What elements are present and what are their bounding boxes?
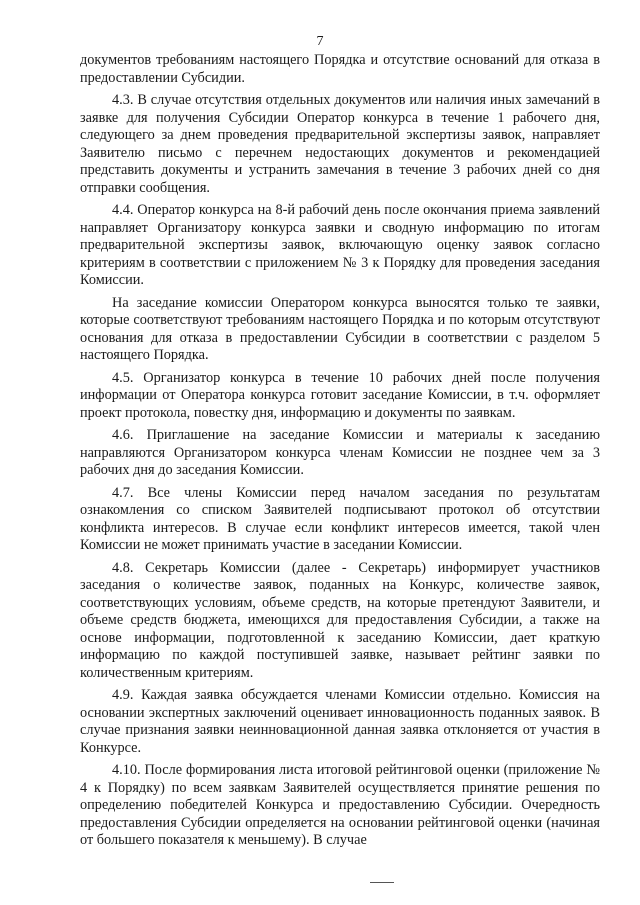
paragraph-4-8: 4.8. Секретарь Комиссии (далее - Секретарь) информирует участников заседания о количестве заявок, поданных на Конкурс, количестве заявок, соответствующих условиям, объеме средств, на которые претендуют Заявители, и объеме средств бюджета, имеющихся для предоставления Субсидии, а также на основе информации, подготовленной к заседанию Комиссии, дает краткую информацию по каждой поступившей заявке, называет рейтинг заявки по количественным критериям. xyxy=(80,559,600,681)
paragraph-continuation: документов требованиям настоящего Порядка и отсутствие оснований для отказа в предоставлении Субсидии. xyxy=(80,52,600,86)
paragraph-4-3: 4.3. В случае отсутствия отдельных документов или наличия иных замечаний в заявке для получения Субсидии Оператор конкурса в течение 1 рабочего дня, следующего за днем проведения предварительной экспертизы заявок, направляет Заявителю письмо с перечнем недостающих документов и рекомендацией представить документы и устранить замечания в течение 3 рабочих дней со дня отправки сообщения. xyxy=(80,92,600,196)
paragraph-4-9: 4.9. Каждая заявка обсуждается членами Комиссии отдельно. Комиссия на основании экспертных заключений оценивает инновационность поданных заявок. В случае признания заявки неинновационной данная заявка отклоняется от участия в Конкурсе. xyxy=(80,687,600,756)
page-number: 7 xyxy=(316,34,324,49)
paragraph-4-10: 4.10. После формирования листа итоговой рейтинговой оценки (приложение № 4 к Порядку) по всем заявкам Заявителей осуществляется принятие решения по определению победителей Конкурса и предоставлению Субсидии. Очередность предоставления Субсидии определяется на основании рейтинговой оценки (начиная от большего показателя к меньшему). В случае xyxy=(80,762,600,848)
footer-divider xyxy=(370,882,394,883)
document-body xyxy=(80,52,600,850)
paragraph-4-5: 4.5. Организатор конкурса в течение 10 рабочих дней после получения информации от Оператора конкурса готовит заседание Комиссии, в т.ч. оформляет проект протокола, повестку дня, информацию и документы по заявкам. xyxy=(80,369,600,421)
paragraph-4-4: 4.4. Оператор конкурса на 8-й рабочий день после окончания приема заявлений направляет Организатору конкурса заявки и сводную информацию по итогам предварительной экспертизы заявок, включающую оценку заявок согласно критериям в соответствии с приложением № 3 к Порядку для проведения заседания Комиссии. xyxy=(80,202,600,288)
paragraph-4-4-commission: На заседание комиссии Оператором конкурса выносятся только те заявки, которые соответствуют требованиям настоящего Порядка и по которым отсутствуют основания для отказа в предоставлении Субсидии в соответствии с разделом 5 настоящего Порядка. xyxy=(80,294,600,363)
paragraph-4-7: 4.7. Все члены Комиссии перед началом заседания по результатам ознакомления со списком Заявителей подписывают протокол об отсутствии конфликта интересов. В случае если конфликт интересов имеется, такой член Комиссии не может принимать участие в заседании Комиссии. xyxy=(80,484,600,553)
paragraph-4-6: 4.6. Приглашение на заседание Комиссии и материалы к заседанию направляются Организатором конкурса членам Комиссии не позднее чем за 3 рабочих дня до заседания Комиссии. xyxy=(80,427,600,478)
